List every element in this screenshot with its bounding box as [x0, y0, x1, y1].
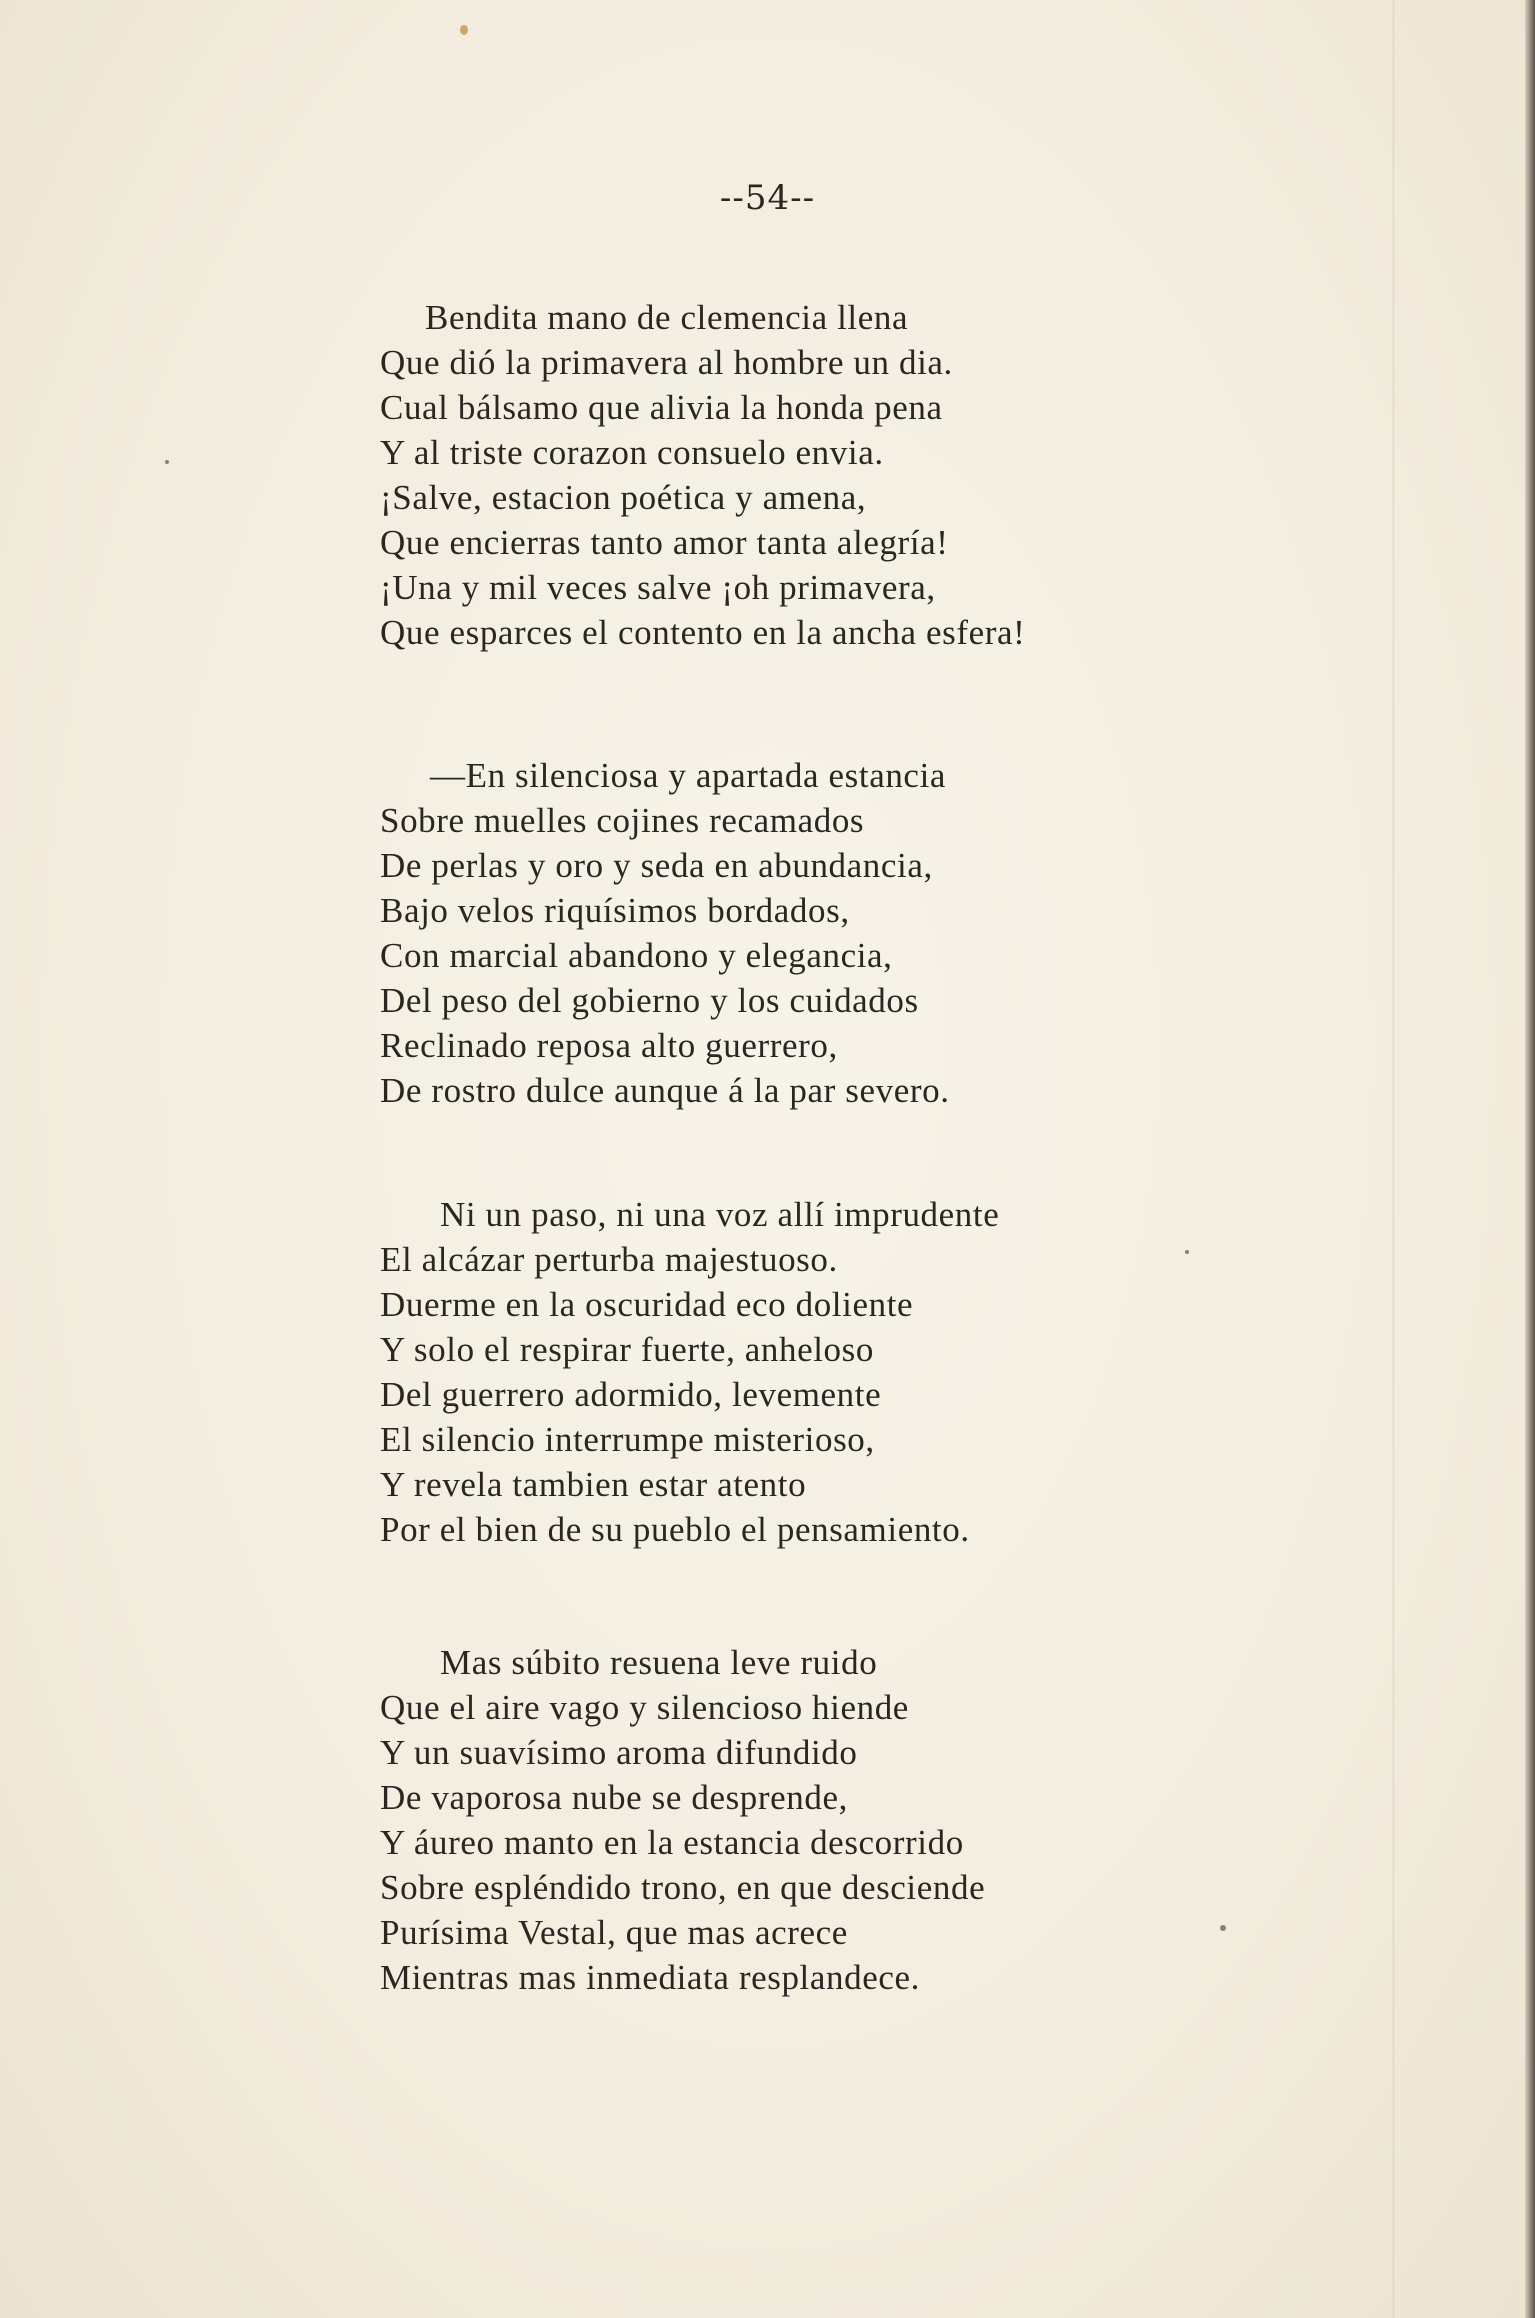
- verse-line: Y áureo manto en la estancia descorrido: [380, 1823, 964, 1862]
- paper-speck: [165, 460, 169, 464]
- verse-line: Reclinado reposa alto guerrero,: [380, 1026, 838, 1065]
- verse-line: Que el aire vago y silencioso hiende: [380, 1688, 909, 1727]
- verse-line: Mientras mas inmediata resplandece.: [380, 1958, 920, 1997]
- verse-line: —En silenciosa y apartada estancia: [430, 756, 947, 795]
- stanza-2: [380, 753, 1380, 1113]
- verse-line: Que dió la primavera al hombre un dia.: [380, 343, 953, 382]
- verse-line: Bajo velos riquísimos bordados,: [380, 891, 850, 930]
- stanza-1: [380, 295, 1380, 655]
- verse-line: Que encierras tanto amor tanta alegría!: [380, 523, 949, 562]
- verse-line: ¡Una y mil veces salve ¡oh primavera,: [380, 568, 936, 607]
- verse-line: De vaporosa nube se desprende,: [380, 1778, 848, 1817]
- verse-line: El alcázar perturba majestuoso.: [380, 1240, 838, 1279]
- verse-line: Duerme en la oscuridad eco doliente: [380, 1285, 914, 1324]
- verse-line: De rostro dulce aunque á la par severo.: [380, 1071, 950, 1110]
- verse-line: ¡Salve, estacion poética y amena,: [380, 478, 867, 517]
- verse-line: Del guerrero adormido, levemente: [380, 1375, 882, 1414]
- verse-line: Que esparces el contento en la ancha esfera!: [380, 613, 1026, 652]
- verse-line: De perlas y oro y seda en abundancia,: [380, 846, 933, 885]
- verse-line: Cual bálsamo que alivia la honda pena: [380, 388, 943, 427]
- stanza-3: [380, 1192, 1380, 1552]
- verse-line: Purísima Vestal, que mas acrece: [380, 1913, 848, 1952]
- verse-line: Y un suavísimo aroma difundido: [380, 1733, 858, 1772]
- verse-line: El silencio interrumpe misterioso,: [380, 1420, 875, 1459]
- paper-speck: [460, 25, 468, 35]
- verse-line: Mas súbito resuena leve ruido: [440, 1643, 878, 1682]
- verse-line: Sobre muelles cojines recamados: [380, 801, 865, 840]
- verse-line: Y al triste corazon consuelo envia.: [380, 433, 884, 472]
- verse-line: Bendita mano de clemencia llena: [425, 298, 909, 337]
- page-crease: [1392, 0, 1395, 2318]
- verse-line: Del peso del gobierno y los cuidados: [380, 981, 919, 1020]
- verse-line: Y solo el respirar fuerte, anheloso: [380, 1330, 874, 1369]
- verse-line: Por el bien de su pueblo el pensamiento.: [380, 1510, 970, 1549]
- stanza-4: [380, 1640, 1380, 2000]
- verse-line: Y revela tambien estar atento: [380, 1465, 807, 1504]
- verse-line: Sobre espléndido trono, en que desciende: [380, 1868, 986, 1907]
- verse-line: Con marcial abandono y elegancia,: [380, 936, 893, 975]
- verse-line: Ni un paso, ni una voz allí imprudente: [440, 1195, 1000, 1234]
- page-number: --54--: [719, 178, 816, 218]
- page-edge-shadow: [1525, 0, 1535, 2318]
